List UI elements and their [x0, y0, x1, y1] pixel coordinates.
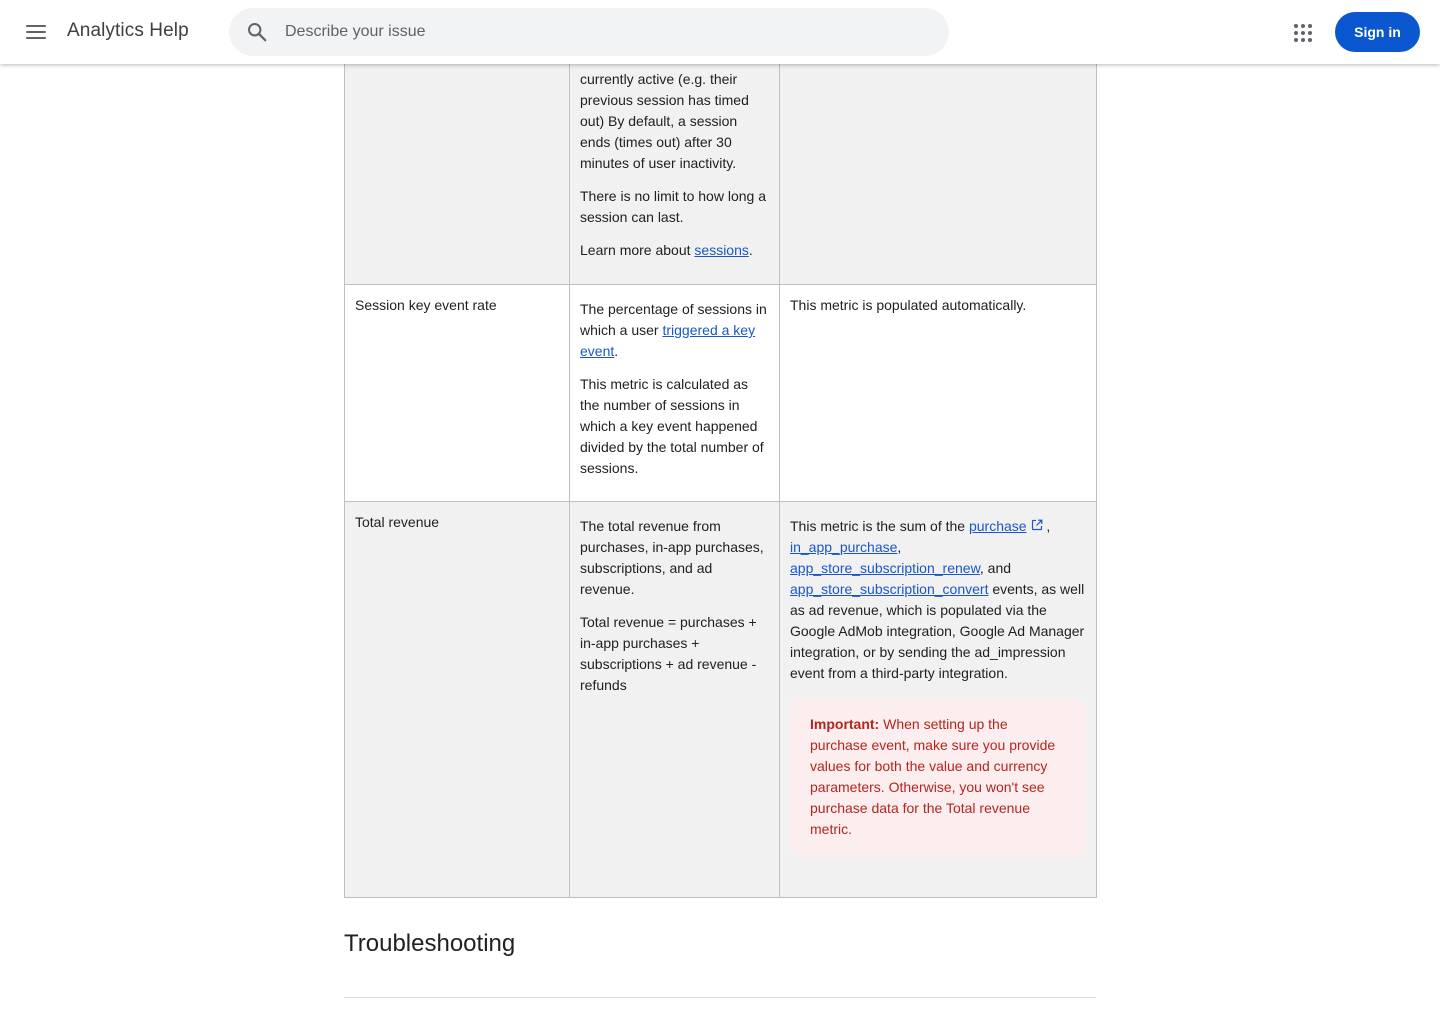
table-row: [345, 502, 1097, 898]
metric-name-cell: [345, 285, 570, 502]
population-text: This metric is the sum of the purchase , in_app_purchase, app_store_subscription_renew, and app_store_subscription_convert events, as well as ad revenue, which is populated via the Google AdMob integration, Google Ad Manager integration, or by sending the ad_impression event from a third-party integration.: [790, 518, 1085, 681]
definition-text: There is no limit to how long a session can last.: [580, 188, 766, 225]
metric-name: Total revenue: [355, 514, 440, 530]
metric-definition-cell: [570, 502, 780, 898]
purchase-link[interactable]: purchase: [968, 518, 1027, 534]
metrics-table: [344, 0, 1097, 898]
apps-grid-icon: [1294, 24, 1312, 42]
definition-text: currently active (e.g. their previous session has timed out) By default, a session ends (times out) after 30 minutes of user inactivity.: [580, 71, 749, 171]
menu-icon: [26, 25, 46, 27]
table-row: [345, 285, 1097, 502]
in-app-purchase-link[interactable]: in_app_purchase: [790, 539, 898, 555]
definition-text: This metric is calculated as the number of sessions in which a key event happened divided by the total number of sessions.: [580, 376, 764, 476]
triggered-key-event-link[interactable]: triggered a key event: [580, 322, 756, 359]
subscription-convert-link[interactable]: app_store_subscription_convert: [790, 581, 989, 597]
learn-more-text: Learn more about sessions.: [580, 242, 753, 258]
sessions-link[interactable]: sessions: [694, 242, 749, 258]
top-app-bar: [0, 0, 1440, 64]
search-bar[interactable]: [229, 8, 949, 56]
menu-icon: [26, 37, 46, 39]
google-apps-button[interactable]: [1283, 12, 1323, 52]
main-menu-button[interactable]: [16, 12, 56, 52]
metric-name-cell: [345, 502, 570, 898]
important-text: When setting up the purchase event, make sure you provide values for both the value and currency parameters. Otherwise, you won't see purchase data for the Total revenue metric.: [810, 716, 1056, 837]
definition-text: The percentage of sessions in which a user triggered a key event.: [580, 301, 767, 359]
external-link-icon: [1031, 519, 1043, 531]
section-title-troubleshooting: Troubleshooting: [344, 930, 516, 957]
search-icon[interactable]: [246, 21, 268, 43]
important-callout: [790, 698, 1086, 856]
menu-icon: [26, 31, 46, 33]
app-title[interactable]: Analytics Help: [67, 20, 189, 41]
sign-in-button[interactable]: Sign in: [1335, 12, 1420, 52]
population-cell: [780, 502, 1097, 898]
search-input[interactable]: [285, 8, 925, 56]
metric-name: Session key event rate: [355, 297, 497, 313]
important-label: Important:: [810, 716, 880, 732]
definition-text: Total revenue = purchases + in-app purchases + subscriptions + ad revenue - refunds: [580, 614, 757, 693]
subscription-renew-link[interactable]: app_store_subscription_renew: [790, 560, 980, 576]
population-text: This metric is populated automatically.: [790, 297, 1027, 313]
metric-definition-cell: [570, 285, 780, 502]
section-divider: [344, 997, 1096, 998]
population-cell: [780, 285, 1097, 502]
definition-text: The total revenue from purchases, in-app purchases, subscriptions, and ad revenue.: [580, 518, 764, 597]
